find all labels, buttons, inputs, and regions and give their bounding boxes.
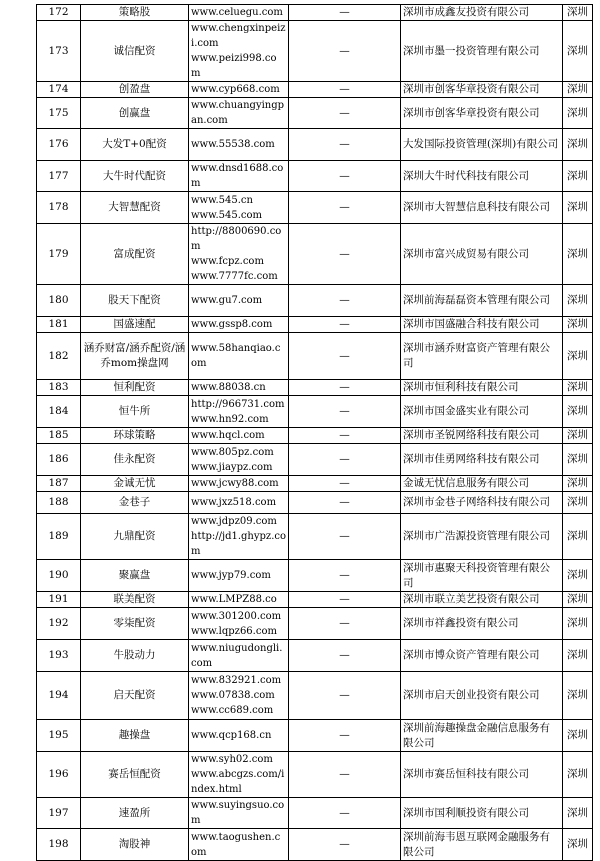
platform-url: www.lqpz66.com <box>191 625 277 637</box>
platform-name: 诚信配资 <box>81 21 189 82</box>
city: 深圳 <box>563 798 593 829</box>
company-name: 深圳市富兴成贸易有限公司 <box>401 224 563 285</box>
platform-urls <box>189 640 289 672</box>
platform-urls <box>189 514 289 560</box>
row-number: 177 <box>37 161 81 192</box>
platform-name: 九鼎配资 <box>81 514 189 560</box>
platform-name: 零柒配资 <box>81 608 189 640</box>
table-row <box>37 161 593 192</box>
row-number: 193 <box>37 640 81 672</box>
city: 深圳 <box>563 98 593 129</box>
table-row <box>37 129 593 161</box>
platform-urls <box>189 396 289 428</box>
platform-url: www.55538.com <box>191 139 275 150</box>
city: 深圳 <box>563 5 593 21</box>
city: 深圳 <box>563 129 593 161</box>
table-row <box>37 317 593 333</box>
company-name: 深圳市成鑫友投资有限公司 <box>401 5 563 21</box>
table-row <box>37 492 593 514</box>
platform-url: www.jdpz09.com <box>191 516 277 527</box>
platform-urls <box>189 829 289 861</box>
row-number: 173 <box>37 21 81 82</box>
platform-url: www.celuegu.com <box>191 7 283 18</box>
platform-urls <box>189 720 289 752</box>
license-placeholder: — <box>289 192 401 224</box>
license-placeholder: — <box>289 380 401 396</box>
table-row <box>37 720 593 752</box>
platform-urls <box>189 608 289 640</box>
platform-urls <box>189 428 289 444</box>
row-number: 185 <box>37 428 81 444</box>
company-name: 深圳市国金盛实业有限公司 <box>401 396 563 428</box>
table-row <box>37 829 593 861</box>
city: 深圳 <box>563 672 593 720</box>
license-placeholder: — <box>289 333 401 380</box>
platform-name: 赛岳恒配资 <box>81 752 189 798</box>
platform-url: www.07838.com <box>191 690 275 701</box>
platform-name: 启天配资 <box>81 672 189 720</box>
table-row <box>37 592 593 608</box>
platform-url: www.LMPZ88.co <box>191 594 277 605</box>
city: 深圳 <box>563 608 593 640</box>
platform-urls <box>189 560 289 592</box>
table-row <box>37 798 593 829</box>
platform-url: www.832921.com <box>191 675 282 686</box>
city: 深圳 <box>563 161 593 192</box>
license-placeholder: — <box>289 592 401 608</box>
platform-url: www.hn92.com <box>191 413 269 425</box>
platform-url: www.fcpz.com <box>191 256 264 267</box>
company-name: 深圳大牛时代科技有限公司 <box>401 161 563 192</box>
platform-name: 金诚无忧 <box>81 476 189 492</box>
platform-name: 富成配资 <box>81 224 189 285</box>
platform-name: 大发T+0配资 <box>81 129 189 161</box>
row-number: 189 <box>37 514 81 560</box>
platform-name: 涵乔财富/涵乔配资/涵乔mom操盘网 <box>81 333 189 380</box>
platform-urls <box>189 82 289 98</box>
city: 深圳 <box>563 752 593 798</box>
platform-urls <box>189 98 289 129</box>
table-row <box>37 444 593 476</box>
table-row <box>37 98 593 129</box>
platform-url: www.gu7.com <box>191 295 263 306</box>
company-name: 深圳市博众资产管理有限公司 <box>401 640 563 672</box>
table-row <box>37 285 593 317</box>
platform-name: 创盈盘 <box>81 82 189 98</box>
row-number: 195 <box>37 720 81 752</box>
license-placeholder: — <box>289 672 401 720</box>
company-name: 深圳市恒利科技有限公司 <box>401 380 563 396</box>
table-row <box>37 672 593 720</box>
platform-urls <box>189 285 289 317</box>
license-placeholder: — <box>289 428 401 444</box>
platform-url: www.jyp79.com <box>191 570 271 581</box>
platform-url: www.hqcl.com <box>191 430 265 441</box>
registry-table-body <box>37 5 593 861</box>
table-row <box>37 514 593 560</box>
platform-url: www.qcp168.cn <box>191 730 272 741</box>
license-placeholder: — <box>289 21 401 82</box>
table-row <box>37 476 593 492</box>
row-number: 178 <box>37 192 81 224</box>
company-name: 深圳市大智慧信息科技有限公司 <box>401 192 563 224</box>
platform-urls <box>189 752 289 798</box>
row-number: 180 <box>37 285 81 317</box>
city: 深圳 <box>563 720 593 752</box>
platform-name: 牛股动力 <box>81 640 189 672</box>
license-placeholder: — <box>289 396 401 428</box>
license-placeholder: — <box>289 5 401 21</box>
company-name: 深圳市国利顺投资有限公司 <box>401 798 563 829</box>
platform-urls <box>189 798 289 829</box>
platform-urls <box>189 5 289 21</box>
table-row <box>37 640 593 672</box>
platform-url: www.gssp8.com <box>191 319 273 330</box>
platform-urls <box>189 492 289 514</box>
platform-url: www.58hanqiao.com <box>191 343 281 369</box>
license-placeholder: — <box>289 720 401 752</box>
table-row <box>37 5 593 21</box>
row-number: 179 <box>37 224 81 285</box>
row-number: 191 <box>37 592 81 608</box>
company-name: 深圳市金巷子网络科技有限公司 <box>401 492 563 514</box>
row-number: 181 <box>37 317 81 333</box>
city: 深圳 <box>563 444 593 476</box>
platform-urls <box>189 333 289 380</box>
company-name: 深圳市祥鑫投资有限公司 <box>401 608 563 640</box>
company-name: 深圳市联立美艺投资有限公司 <box>401 592 563 608</box>
license-placeholder: — <box>289 224 401 285</box>
city: 深圳 <box>563 428 593 444</box>
license-placeholder: — <box>289 285 401 317</box>
row-number: 190 <box>37 560 81 592</box>
platform-url: www.jiaypz.com <box>191 461 273 473</box>
row-number: 196 <box>37 752 81 798</box>
city: 深圳 <box>563 592 593 608</box>
city: 深圳 <box>563 476 593 492</box>
platform-url: www.suyingsuo.com <box>191 800 285 826</box>
platform-urls <box>189 192 289 224</box>
platform-url: www.chengxinpeizi.com <box>191 23 286 49</box>
platform-url: www.301200.com <box>191 610 282 622</box>
platform-url: www.jcwy88.com <box>191 478 279 489</box>
platform-name: 恒牛所 <box>81 396 189 428</box>
company-name: 深圳市国盛融合科技有限公司 <box>401 317 563 333</box>
platform-urls <box>189 444 289 476</box>
platform-name: 金巷子 <box>81 492 189 514</box>
platform-url: www.7777fc.com <box>191 271 278 282</box>
company-name: 深圳市广浩源投资管理有限公司 <box>401 514 563 560</box>
license-placeholder: — <box>289 752 401 798</box>
platform-url: www.niugudongli.com <box>191 642 283 669</box>
platform-urls <box>189 161 289 192</box>
row-number: 183 <box>37 380 81 396</box>
platform-name: 创赢盘 <box>81 98 189 129</box>
platform-url: www.chuangyingpan.com <box>191 100 285 126</box>
city: 深圳 <box>563 333 593 380</box>
row-number: 194 <box>37 672 81 720</box>
company-name: 深圳市创客华章投资有限公司 <box>401 98 563 129</box>
platform-url: www.jxz518.com <box>191 497 277 508</box>
city: 深圳 <box>563 380 593 396</box>
license-placeholder: — <box>289 829 401 861</box>
company-name: 深圳市惠聚天科投资管理有限公司 <box>401 560 563 592</box>
platform-url: www.805pz.com <box>191 446 274 458</box>
license-placeholder: — <box>289 161 401 192</box>
platform-name: 环球策略 <box>81 428 189 444</box>
company-name: 深圳市创客华章投资有限公司 <box>401 82 563 98</box>
platform-url: www.peizi998.com <box>191 53 277 79</box>
row-number: 174 <box>37 82 81 98</box>
row-number: 172 <box>37 5 81 21</box>
company-name: 深圳市涵乔财富资产管理有限公司 <box>401 333 563 380</box>
city: 深圳 <box>563 492 593 514</box>
table-row <box>37 608 593 640</box>
license-placeholder: — <box>289 492 401 514</box>
license-placeholder: — <box>289 98 401 129</box>
platform-urls <box>189 129 289 161</box>
city: 深圳 <box>563 82 593 98</box>
city: 深圳 <box>563 285 593 317</box>
row-number: 197 <box>37 798 81 829</box>
license-placeholder: — <box>289 444 401 476</box>
platform-name: 国盛速配 <box>81 317 189 333</box>
platform-url: www.dnsd1688.com <box>191 163 284 189</box>
platform-url: www.abcgzs.com/index.html <box>191 769 285 795</box>
company-name: 深圳前海趣操盘金融信息服务有限公司 <box>401 720 563 752</box>
city: 深圳 <box>563 396 593 428</box>
platform-url: http://8800690.com <box>191 226 282 252</box>
row-number: 186 <box>37 444 81 476</box>
platform-name: 恒利配资 <box>81 380 189 396</box>
row-number: 192 <box>37 608 81 640</box>
company-name: 深圳前海磊磊资本管理有限公司 <box>401 285 563 317</box>
platform-name: 大牛时代配资 <box>81 161 189 192</box>
license-placeholder: — <box>289 640 401 672</box>
company-name: 深圳市墨一投资管理有限公司 <box>401 21 563 82</box>
platform-urls <box>189 592 289 608</box>
platform-url: www.88038.cn <box>191 382 266 393</box>
platform-name: 聚赢盘 <box>81 560 189 592</box>
platform-name: 股天下配资 <box>81 285 189 317</box>
license-placeholder: — <box>289 798 401 829</box>
platform-url: www.syh02.com <box>191 754 273 765</box>
license-placeholder: — <box>289 476 401 492</box>
table-row <box>37 224 593 285</box>
company-name: 深圳市佳勇网络科技有限公司 <box>401 444 563 476</box>
city: 深圳 <box>563 640 593 672</box>
table-row <box>37 380 593 396</box>
company-name: 金诚无忧信息服务有限公司 <box>401 476 563 492</box>
row-number: 176 <box>37 129 81 161</box>
table-row <box>37 192 593 224</box>
city: 深圳 <box>563 317 593 333</box>
company-name: 深圳市启天创业投资有限公司 <box>401 672 563 720</box>
platform-name: 联美配资 <box>81 592 189 608</box>
platform-urls <box>189 21 289 82</box>
row-number: 182 <box>37 333 81 380</box>
city: 深圳 <box>563 192 593 224</box>
company-name: 大发国际投资管理(深圳)有限公司 <box>401 129 563 161</box>
city: 深圳 <box>563 560 593 592</box>
license-placeholder: — <box>289 608 401 640</box>
table-row <box>37 333 593 380</box>
row-number: 188 <box>37 492 81 514</box>
row-number: 198 <box>37 829 81 861</box>
table-row <box>37 82 593 98</box>
platform-name: 速盈所 <box>81 798 189 829</box>
table-row <box>37 428 593 444</box>
platform-name: 淘股神 <box>81 829 189 861</box>
license-placeholder: — <box>289 560 401 592</box>
row-number: 187 <box>37 476 81 492</box>
city: 深圳 <box>563 21 593 82</box>
city: 深圳 <box>563 224 593 285</box>
company-name: 深圳前海韦恩互联网金融服务有限公司 <box>401 829 563 861</box>
platform-urls <box>189 317 289 333</box>
platform-urls <box>189 672 289 720</box>
row-number: 184 <box>37 396 81 428</box>
platform-url: www.545.cn <box>191 194 253 206</box>
platform-url: www.cyp668.com <box>191 84 280 95</box>
table-row <box>37 396 593 428</box>
platform-url: http://jd1.ghypz.com <box>191 531 286 557</box>
platform-url: www.taogushen.com <box>191 831 281 858</box>
row-number: 175 <box>37 98 81 129</box>
registry-table <box>36 4 593 861</box>
table-row <box>37 752 593 798</box>
company-name: 深圳市圣锐网络科技有限公司 <box>401 428 563 444</box>
license-placeholder: — <box>289 317 401 333</box>
city: 深圳 <box>563 829 593 861</box>
platform-urls <box>189 224 289 285</box>
table-row <box>37 21 593 82</box>
platform-urls <box>189 380 289 396</box>
platform-urls <box>189 476 289 492</box>
platform-url: www.cc689.com <box>191 705 274 716</box>
platform-url: www.545.com <box>191 209 263 221</box>
table-row <box>37 560 593 592</box>
license-placeholder: — <box>289 129 401 161</box>
city: 深圳 <box>563 514 593 560</box>
license-placeholder: — <box>289 82 401 98</box>
platform-url: http://966731.com <box>191 398 285 410</box>
company-name: 深圳市赛岳恒科技有限公司 <box>401 752 563 798</box>
platform-name: 策略股 <box>81 5 189 21</box>
platform-name: 佳永配资 <box>81 444 189 476</box>
platform-name: 趣操盘 <box>81 720 189 752</box>
license-placeholder: — <box>289 514 401 560</box>
platform-name: 大智慧配资 <box>81 192 189 224</box>
